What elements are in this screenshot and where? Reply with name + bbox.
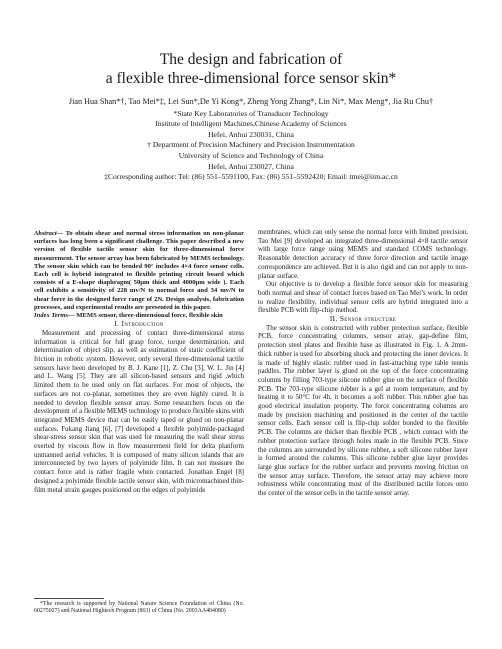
affiliation-1-line-1: *State Key Laboratories of Transducer Technology: [173, 108, 329, 118]
author-block: [10, 97, 492, 183]
intro-paragraph-1-continued: membranes, which can only sense the normal force with limited precision. Tao Mei [9] developed an integrated three-dimensional 4×8 tactile sensor with large force range using MEMS and standard COMS technology. Reasonable detection accuracy of three force direction and tactile image correspondence are achieved. But it is also rigid and can not apply to non-planar surface.: [258, 228, 468, 280]
index-terms-label: Index Terms: [34, 312, 69, 320]
footnote-text: *The research is supported by National Nature Science Foundation of China (No. 60275027) and National Hightech Program (863) of China (No. 2003AA404080): [34, 601, 244, 614]
affiliation-1-line-2: Institute of Intelligent Machines,Chinese Academy of Sciences: [155, 119, 347, 129]
index-terms-text: — MEMS sensor, three-dimensional force, flexible skin: [68, 312, 223, 320]
intro-paragraph-2: Our objective is to develop a flexible force sensor skin for measuring both normal and shear of contact forces based on Tao Mei’s work. In order to realize flexibility, individual sensor cells are hybrid integrated into a flexible PCB with flip-chip method.: [258, 280, 468, 315]
intro-paragraph-1: Measurement and processing of contact three-dimensional stress information is critical for full grasp force, torque determination, and determination of object slip, as well as estimation of static coefficient of friction in robotic system. However, only several three-dimensional tactile sensors have been developed by B. J. Kane [1], Z. Chu [3], W. L. Jin [4] and L. Wang [5]. They are all silicon-based sensors and rigid ,which limited them to be used only on flat surfaces. For most of objects, the surfaces are not co-planar, sometimes they are even highly cured. It is needed to develop flexible sensor array. Some researchers focus on the development of a flexible MEMS technology to produce flexible skins with integrated MEMS device that can be easily taped or glued on non-planar surfaces. Fukang Jiang [6], [7] developed a flexible polyimide-packaged shear-stress sensor skin that was used for measuring the wall shear stress exerted by viscous flow in flow measurement field for delta planform unmanned aerial vehicles. It is composed of many silicon islands that are interconnected by two layers of polyimide film. It can not measure the contact force and is rather fragile when contacted. Jonathan Engel [8] designed a polyimide flexible tactile sensor skin, with micromachined thin-film metal strain gauges positioned on the edges of polyimide: [34, 328, 245, 494]
section-heading-sensor-structure: [258, 315, 468, 324]
section-title: Introduction: [121, 319, 164, 329]
author-names: Jian Hua Shan*†, Tao Mei*‡, Lei Sun*,De Yi Kong*, Zheng Yong Zhang*, Lin Ni*, Max Meng*, Jia Ru Chu†: [68, 97, 434, 106]
footnote: [34, 601, 244, 615]
affiliation-2-line-2: University of Science and Technology of China: [178, 150, 324, 160]
section-number: I.: [114, 319, 120, 329]
left-column: [34, 230, 244, 494]
paper-title: [20, 50, 482, 88]
section-title: Sensor structure: [339, 314, 397, 324]
abstract: [34, 230, 244, 312]
title-line-2: a flexible three-dimensional force sensor skin*: [105, 70, 397, 87]
affiliation-2-line-3: Hefei, Anhui 230027, China: [208, 161, 294, 171]
abstract-text: — To obtain shear and normal stress information on non-planar surfaces has long been a significant challenge. This paper described a new version of flexible tactile sensor skin for three-dimensional force measurement. The sensor array has been fabricated by MEMS technology. The sensor skin which can be bended 90° includes 4×4 force sensor cells. Each cell is hybrid integrated to flexible printing circuit board which consists of a E-shape diaphragm( 50μm thick and 4000μm wide ). Each cell exhibits a sensitivity of 228 mv/N to normal force and 34 mv/N to shear force in the designed force range of 2N. Design analysis, fabrication processes, and experimental results are presented in this paper.: [34, 230, 244, 311]
footnote-rule: [34, 598, 104, 599]
section-number: II.: [329, 314, 338, 324]
abstract-label: Abstract: [34, 230, 57, 237]
right-column: [258, 228, 468, 498]
structure-paragraph-1: The sensor skin is constructed with rubber protection surface, flexible PCB, force concentrating columns, sensor array, gap-define film, protection steel plates and flexible base as illustrated in Fig. 1. A 2mm-thick rubber is used for absorbing shock and protecting the inner devices. It is made of highly elastic rubber used in fast-attaching type table tennis paddles. The rubber layer is glued on the top of the force concentrating columns by filling 703-type silicone rubber glue on the surface of flexible PCB. The 703-type silicone rubber is a gel at room temperature, and by heating it to 50°C for 4h, it becomes a soft rubber. This rubber glue has good electrical insulation property. The force concentrating columns are made by precision machining and positioned in the center of the tactile sensor cells. Each sensor cell is flip-chip solder bonded to the flexible PCB. The columns are thicker than flexible PCB , which contact with the rubber protection surface through holes made in the flexible PCB. Since the columns are surrounded by silicone rubber, a soft silicone rubber layer is formed around the columns. This silicone rubber glue layer provides large glue surface for the rubber surface and prevents moving friction on the sensor array surface. Therefore, the sensor array may achieve more robustness while concentrating most of the distributed tactile forces onto the center of the sensor cells in the tactile sensor array.: [258, 323, 468, 498]
affiliation-1-line-3: Hefei, Anhui 230031, China: [208, 129, 294, 139]
title-line-1: The design and fabrication of: [159, 51, 343, 68]
corresponding-author: ‡Corresponding author: Tel: (86) 551–5591100, Fax: (86) 551–5592420; Email: tmei@iim.ac.cn: [104, 172, 398, 182]
affiliation-2-line-1: † Department of Precision Machinery and Precision Instrumentation: [147, 140, 355, 150]
section-heading-introduction: [34, 320, 244, 329]
